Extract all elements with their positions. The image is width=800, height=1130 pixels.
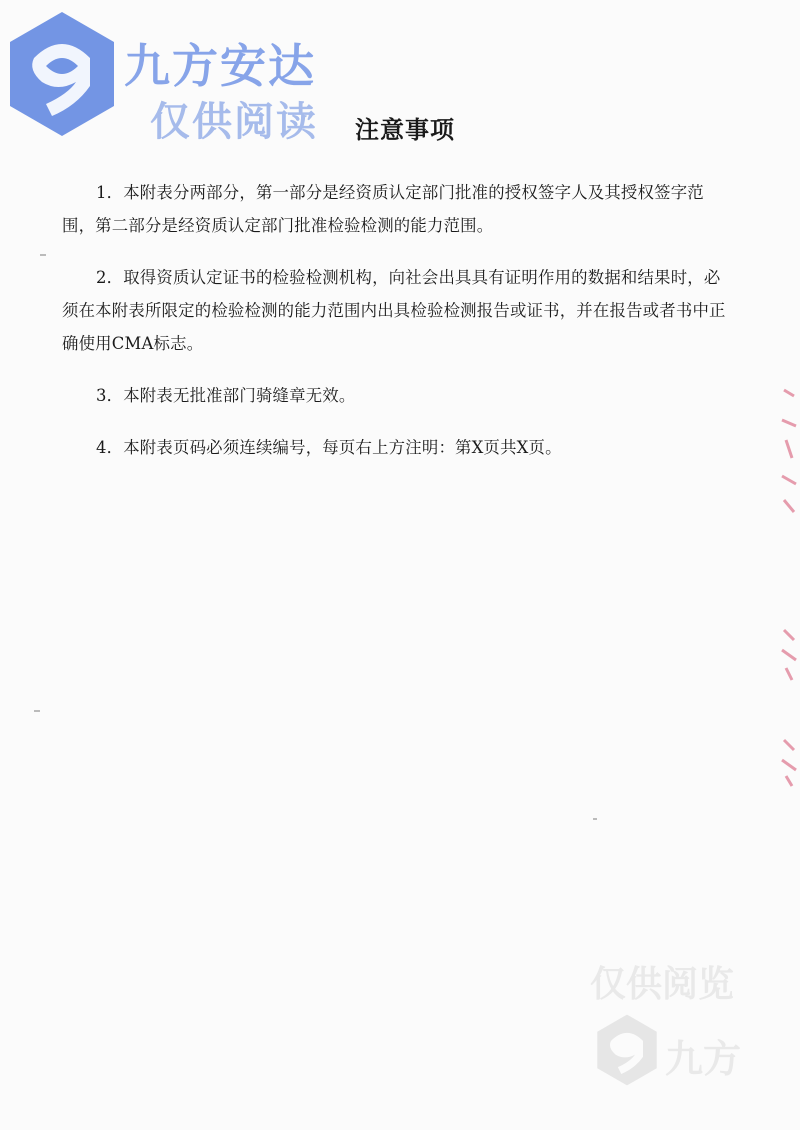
- seal-edge-mark: [778, 620, 800, 790]
- watermark-brand: 九方安达: [124, 39, 316, 93]
- seal-edge-mark: [778, 380, 800, 520]
- note-item: 2．取得资质认定证书的检验检测机构，向社会出具具有证明作用的数据和结果时，必须在本附表所限定的检验检测的能力范围内出具检验检测报告或证书，并在报告或者书中正确使用CMA标志。: [62, 268, 726, 353]
- page-title: 注意事项: [355, 115, 455, 144]
- watermark-bottom-brand: 九方: [665, 1037, 742, 1081]
- notes-list: [62, 176, 727, 483]
- scan-speck: [593, 818, 597, 820]
- note-item: 1．本附表分两部分，第一部分是经资质认定部门批准的授权签字人及其授权签字范围，第二部分是经资质认定部门批准检验检测的能力范围。: [62, 183, 704, 235]
- watermark-bottom: [585, 950, 795, 1100]
- note-item: 4．本附表页码必须连续编号，每页右上方注明：第X页共X页。: [96, 438, 562, 457]
- watermark-read-only: 仅供阅读: [150, 99, 318, 145]
- scan-speck: [34, 710, 40, 712]
- watermark-bottom-read: 仅供阅览: [590, 964, 735, 1005]
- brand-logo-icon: [595, 1012, 659, 1088]
- note-item: 3．本附表无批准部门骑缝章无效。: [96, 386, 356, 405]
- scan-speck: [40, 254, 46, 256]
